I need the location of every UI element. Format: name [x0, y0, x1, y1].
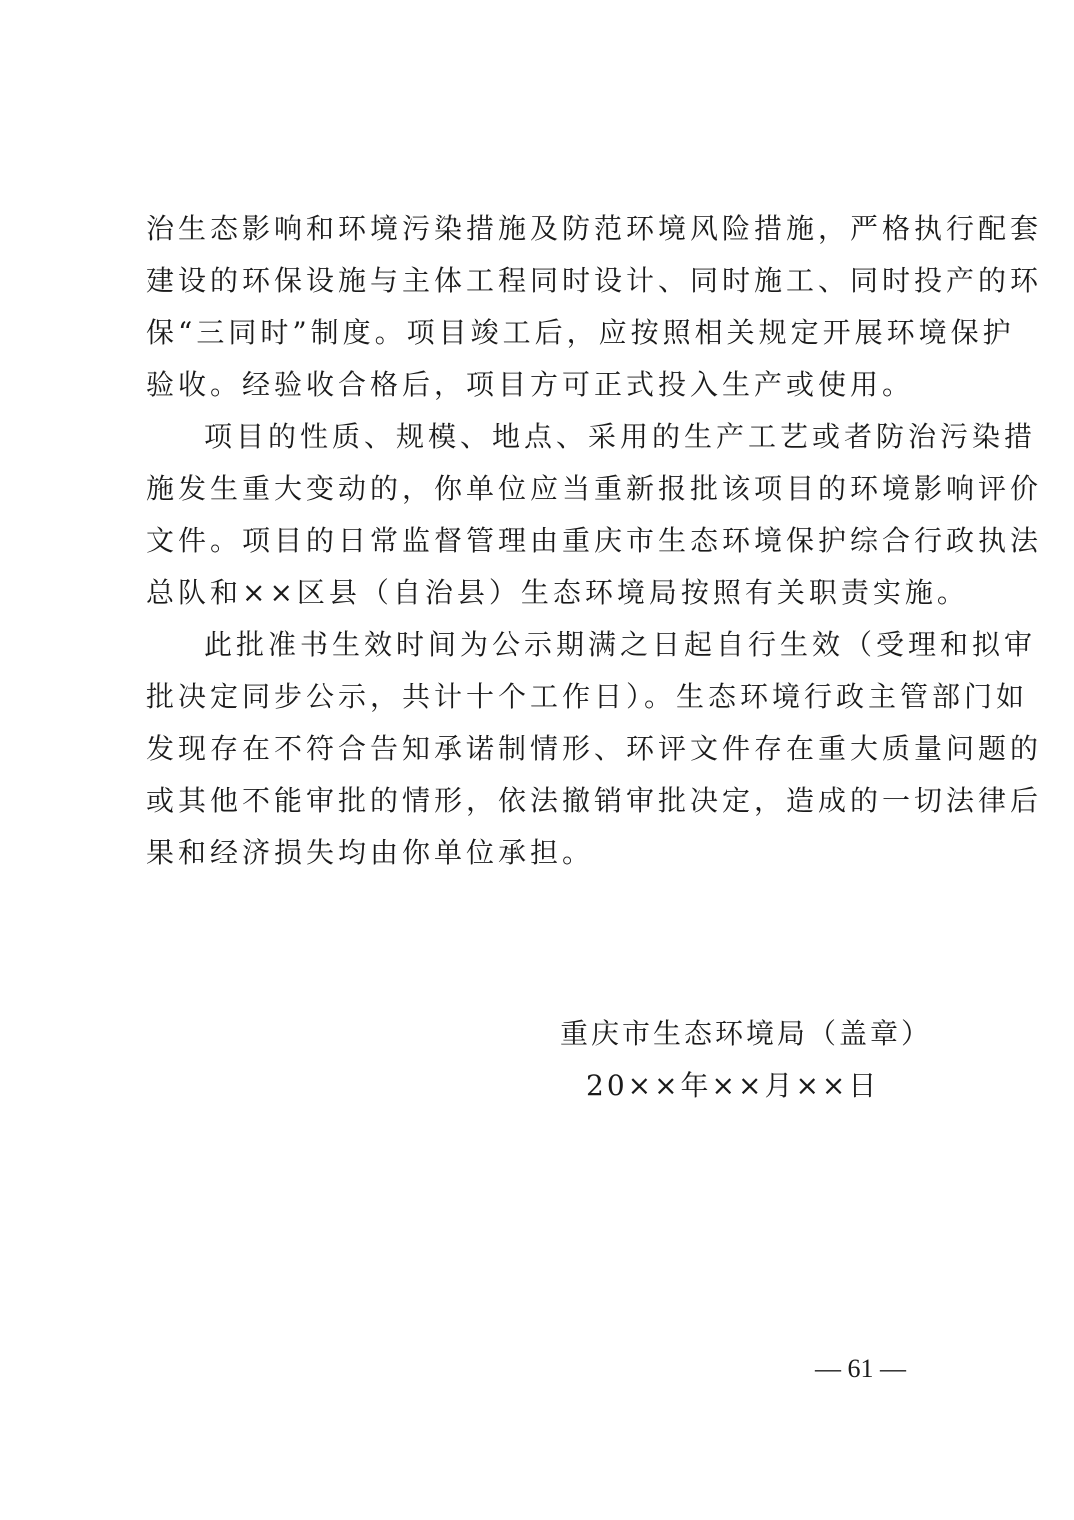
signature-organization: 重庆市生态环境局（盖章） [560, 1017, 933, 1050]
paragraph-line: 施发生重大变动的，你单位应当重新报批该项目的环境影响评价 [146, 472, 1043, 505]
paragraph-line: 项目的性质、规模、地点、采用的生产工艺或者防治污染措 [204, 420, 1037, 453]
body-text [146, 203, 1043, 879]
paragraph-line: 保“三同时”制度。项目竣工后，应按照相关规定开展环境保护 [146, 316, 1015, 349]
paragraph-line: 批决定同步公示，共计十个工作日）。生态环境行政主管部门如 [146, 680, 1029, 713]
paragraph-line: 建设的环保设施与主体工程同时设计、同时施工、同时投产的环 [146, 264, 1043, 297]
signature-date: 20××年××月××日 [586, 1069, 880, 1102]
paragraph-line: 验收。经验收合格后，项目方可正式投入生产或使用。 [146, 368, 915, 401]
paragraph-line: 此批准书生效时间为公示期满之日起自行生效（受理和拟审 [204, 628, 1037, 661]
page-number: — 61 — [815, 1354, 906, 1383]
paragraph-line: 发现存在不符合告知承诺制情形、环评文件存在重大质量问题的 [146, 732, 1043, 765]
paragraph-line: 或其他不能审批的情形，依法撤销审批决定，造成的一切法律后 [146, 784, 1043, 817]
paragraph-line: 总队和××区县（自治县）生态环境局按照有关职责实施。 [146, 576, 969, 609]
paragraph-line: 果和经济损失均由你单位承担。 [146, 836, 595, 869]
paragraph-line: 治生态影响和环境污染措施及防范环境风险措施，严格执行配套 [146, 212, 1043, 245]
paragraph-line: 文件。项目的日常监督管理由重庆市生态环境保护综合行政执法 [146, 524, 1043, 557]
